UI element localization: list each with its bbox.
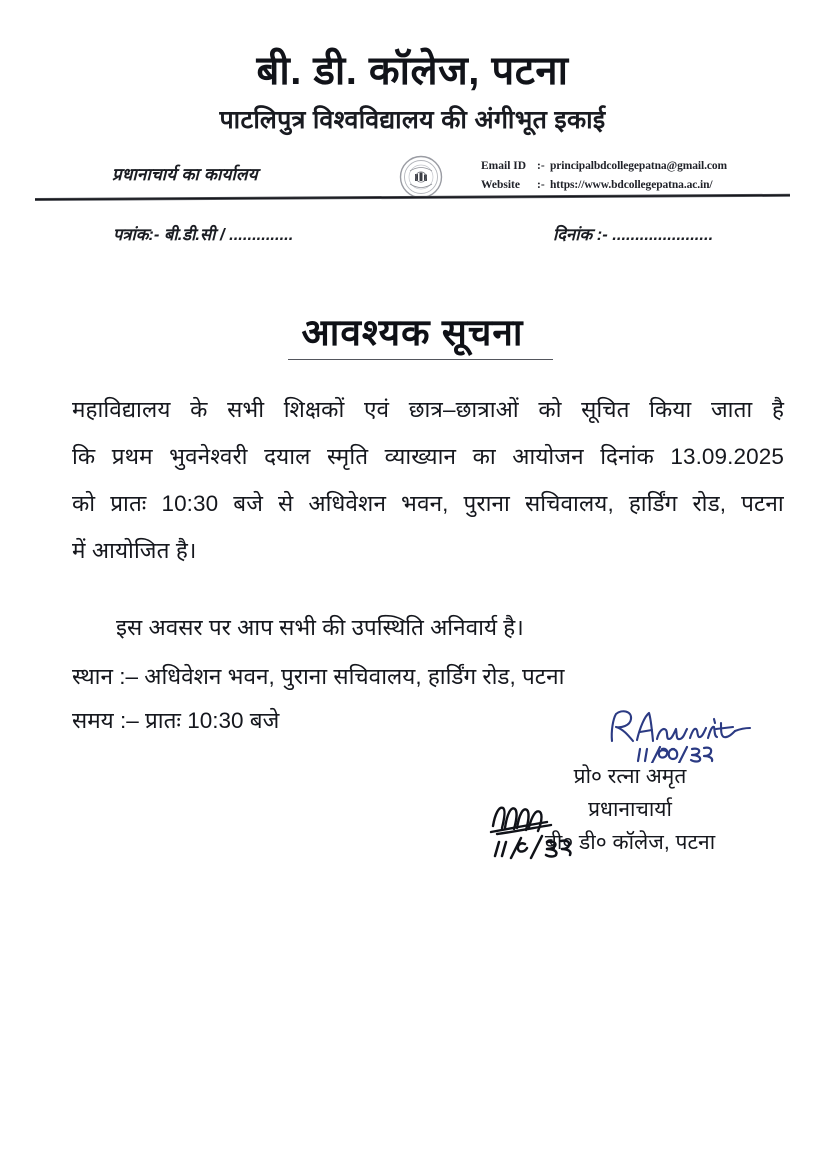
page-title: आवश्यक सूचना	[301, 312, 524, 353]
office-label: प्रधानाचार्य का कार्यालय	[112, 165, 258, 185]
email-separator: :-	[537, 160, 545, 173]
university-affiliation-line: पाटलिपुत्र विश्वविद्यालय की अंगीभूत इकाई	[219, 106, 606, 135]
body-word: हार्डिंग	[628, 491, 678, 516]
reference-date: दिनांक :- ......................	[553, 226, 714, 244]
page-title-underline	[288, 359, 553, 360]
email-row	[481, 157, 727, 176]
notice-body	[72, 386, 784, 651]
time-line: समय :– प्रातः 10:30 बजे	[72, 708, 280, 733]
email-label: Email ID	[481, 160, 527, 173]
body-word: दयाल	[264, 444, 311, 469]
body-word: को	[538, 397, 562, 422]
body-line: में आयोजित है।	[72, 538, 197, 563]
signatory-name: प्रो० रत्ना अमृत	[573, 765, 687, 788]
body-word: स्मृति	[326, 444, 369, 469]
body-line	[72, 386, 784, 433]
website-row	[481, 176, 727, 195]
body-word: किया	[649, 397, 692, 422]
body-word: प्रातः	[110, 491, 147, 516]
signatory-institution: बी० डी० कॉलेज, पटना	[544, 831, 716, 854]
letterhead	[0, 0, 825, 202]
college-name: बी. डी. कॉलेज, पटना	[256, 49, 569, 93]
body-word: जाता	[710, 397, 753, 422]
body-word: से	[278, 491, 294, 516]
body-word: छात्र–छात्राओं	[408, 397, 519, 422]
website-separator: :-	[537, 179, 545, 192]
body-word: व्याख्यान	[384, 444, 457, 469]
body-word: रोड,	[692, 491, 727, 516]
venue-line: स्थान :– अधिवेशन भवन, पुराना सचिवालय, हार्डिंग रोड, पटना	[72, 664, 565, 689]
reference-row	[0, 222, 825, 252]
body-word: महाविद्यालय	[72, 397, 171, 422]
body-line	[72, 433, 784, 480]
body-word: पटना	[741, 491, 784, 516]
body-word: सभी	[227, 397, 265, 422]
body-word: कि	[72, 444, 96, 469]
signatory-designation: प्रधानाचार्या	[588, 798, 672, 821]
body-word: शिक्षकों	[283, 397, 345, 422]
body-word: सूचित	[581, 397, 630, 422]
website-value: https://www.bdcollegepatna.ac.in/	[550, 179, 713, 192]
body-word: को	[72, 491, 96, 516]
body-word: दिनांक	[600, 444, 654, 469]
body-word: पुराना	[463, 491, 510, 516]
event-date-inline: 13.09.2025	[670, 444, 784, 469]
college-seal-icon	[398, 154, 444, 200]
body-word: अधिवेशन	[308, 491, 387, 516]
contact-details	[481, 157, 727, 194]
body-word: के	[190, 397, 208, 422]
body-word: है	[771, 397, 784, 422]
body-paragraph-attendance: इस अवसर पर आप सभी की उपस्थिति अनिवार्य है।	[116, 615, 524, 640]
email-value: principalbdcollegepatna@gmail.com	[550, 160, 728, 173]
body-word: प्रथम	[111, 444, 153, 469]
reference-number: पत्रांक:- बी.डी.सी / ..............	[113, 226, 294, 244]
body-word: बजे	[233, 491, 264, 516]
body-word: एवं	[363, 397, 390, 422]
handwritten-signature-icon	[604, 705, 754, 763]
body-word: भुवनेश्वरी	[169, 444, 248, 469]
body-word: का	[472, 444, 496, 469]
body-word: भवन,	[401, 491, 449, 516]
body-word: आयोजन	[512, 444, 584, 469]
body-line	[72, 480, 784, 527]
body-word: सचिवालय,	[524, 491, 614, 516]
website-label: Website	[481, 179, 520, 192]
event-time-inline: 10:30	[161, 491, 219, 516]
handwritten-countersign-icon	[487, 798, 607, 860]
